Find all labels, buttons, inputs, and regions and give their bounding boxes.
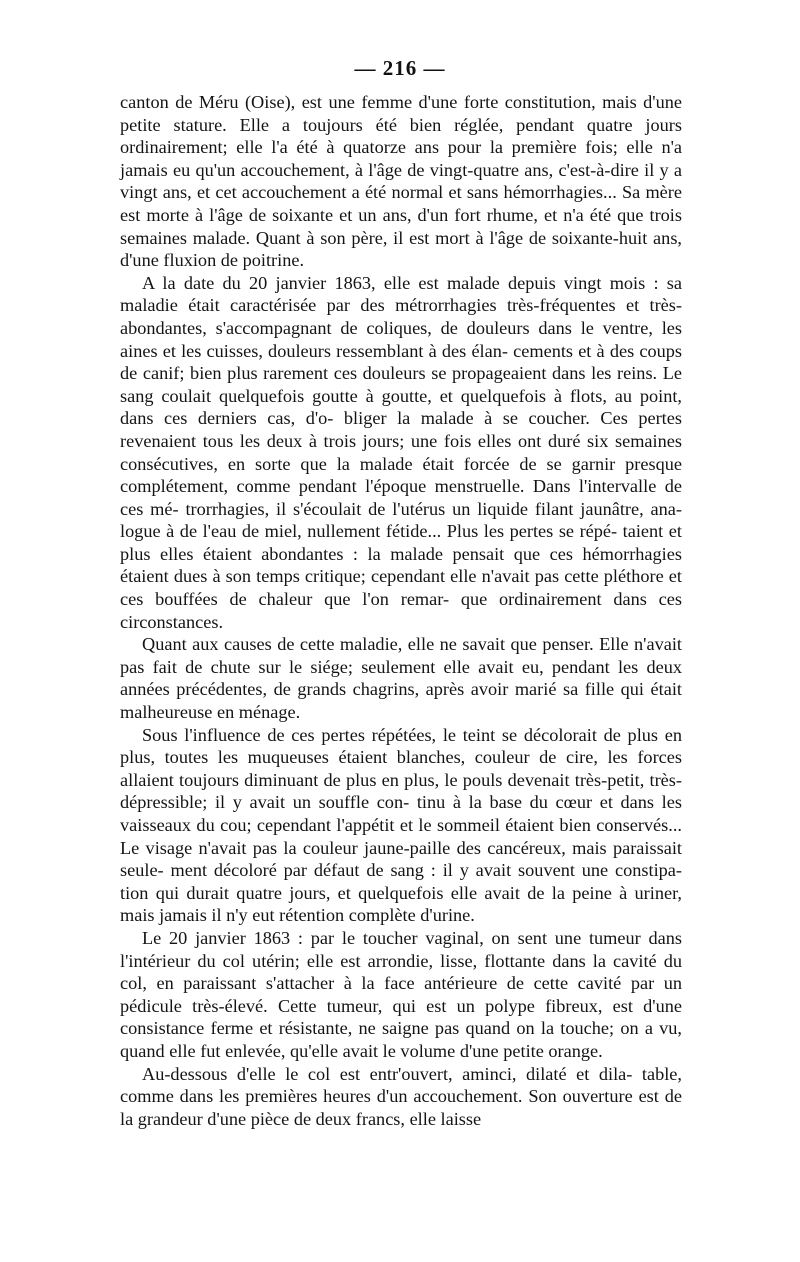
paragraph-effects: Sous l'influence de ces pertes répétées, le teint se décolorait de plus en plus, toutes les muqueuses étaient blanches, couleur de cire, les forces allaient toujours diminuant de plus en plus, le pouls devenait très-petit, très-dépressible; il y avait un souffle con- tinu à la base du cœur et dans les vaisseaux du cou; cependant l'appétit et le sommeil étaient bien conservés... Le visage n'avait pas la couleur jaune-paille des cancéreux, mais paraissait seule- ment décoloré par défaut de sang : il y avait souvent une constipa- tion qui durait quatre jours, et quelquefois elle avait de la peine à uriner, mais jamais il n'y eut rétention complète d'urine. xyxy=(120,724,682,926)
page-number-header: — 216 — xyxy=(354,56,446,80)
body-text xyxy=(120,91,682,1130)
paragraph-examination: Le 20 janvier 1863 : par le toucher vaginal, on sent une tumeur dans l'intérieur du col utérin; elle est arrondie, lisse, flottante dans la cavité du col, en paraissant s'attacher à la face antérieure de cette cavité par un pédicule très-élevé. Cette tumeur, qui est un polype fibreux, est d'une consistance ferme et résistante, ne saigne pas quand on la touche; on a vu, quand elle fut enlevée, qu'elle avait le volume d'une petite orange. xyxy=(120,927,682,1061)
paragraph-causes: Quant aux causes de cette maladie, elle ne savait que penser. Elle n'avait pas fait de chute sur le siége; seulement elle avait eu, pendant les deux années précédentes, de grands chagrins, après avoir marié sa fille qui était malheureuse en ménage. xyxy=(120,634,682,723)
paragraph-patient-history: canton de Méru (Oise), est une femme d'une forte constitution, mais d'une petite stature. Elle a toujours été bien réglée, pendant quatre jours ordinairement; elle l'a été à quatorze ans pour la première fois; elle n'a jamais eu qu'un accouchement, à l'âge de vingt-quatre ans, c'est-à-dire il y a vingt ans, et cet accouchement a été normal et sans hémorrhagies... Sa mère est morte à l'âge de soixante et un ans, d'un fort rhume, et n'a été que trois semaines malade. Quant à son père, il est mort à l'âge de soixante-huit ans, d'une fluxion de poitrine. xyxy=(120,92,682,271)
paragraph-cervix: Au-dessous d'elle le col est entr'ouvert, aminci, dilaté et dila- table, comme dans les premières heures d'un accouchement. Son ouverture est de la grandeur d'une pièce de deux francs, elle laisse xyxy=(120,1063,682,1129)
paragraph-symptoms: A la date du 20 janvier 1863, elle est malade depuis vingt mois : sa maladie était caractérisée par des métrorrhagies très-fréquentes et très-abondantes, s'accompagnant de coliques, de douleurs dans le ventre, les aines et les cuisses, douleurs ressemblant à des élan- cements et à des coups de canif; bien plus rarement ces douleurs se propageaient dans les reins. Le sang coulait quelquefois goutte à goutte, et quelquefois à flots, au point, dans ces derniers cas, d'o- bliger la malade à se coucher. Ces pertes revenaient tous les deux à trois jours; une fois elles ont duré six semaines consécutives, en sorte que la malade était forcée de se garnir presque complétement, comme pendant l'époque menstruelle. Dans l'intervalle de ces mé- trorrhagies, il s'écoulait de l'utérus un liquide filant jaunâtre, ana- logue à de l'eau de miel, nullement fétide... Plus les pertes se répé- taient et plus elles étaient abondantes : la malade pensait que ces hémorrhagies étaient dues à son temps critique; cependant elle n'avait pas cette pléthore et ces bouffées de chaleur que l'on remar- que ordinairement dans ces circonstances. xyxy=(120,272,682,632)
